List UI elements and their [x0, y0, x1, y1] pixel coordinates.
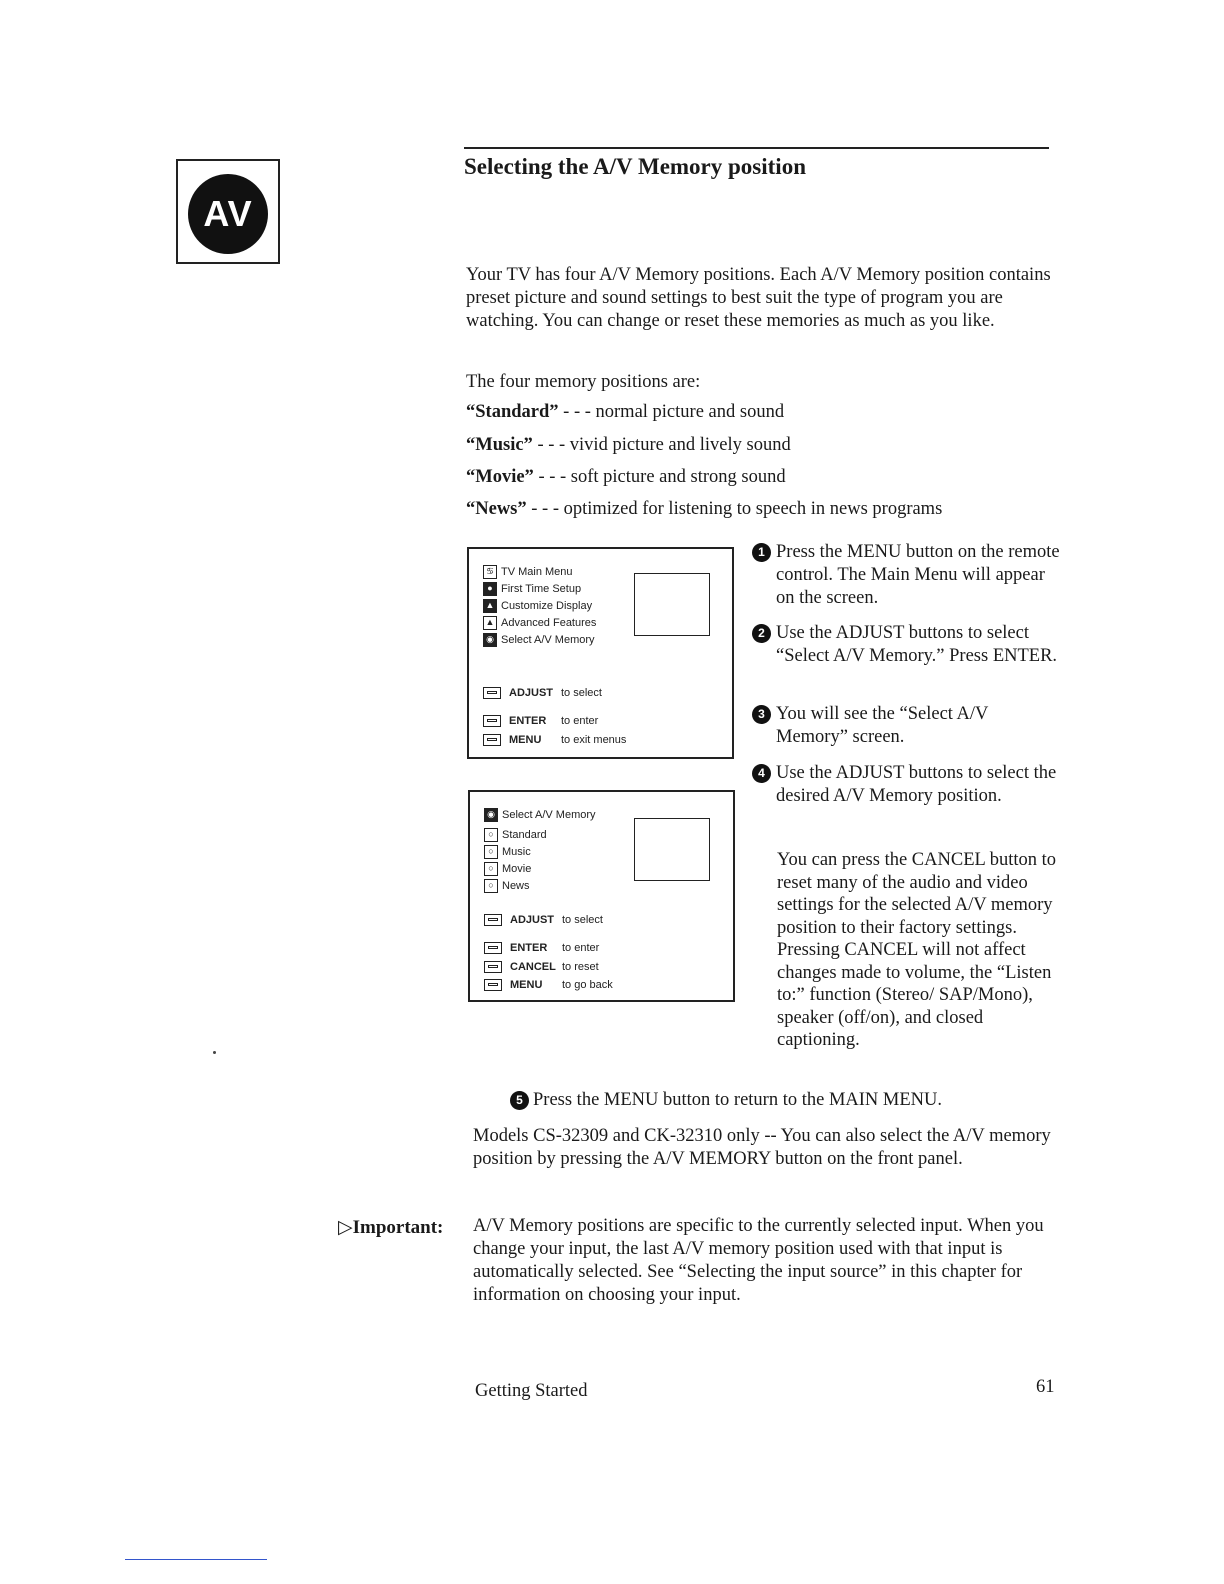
menu-item-label: TV Main Menu [501, 565, 573, 578]
menu-item-label: Standard [502, 828, 547, 841]
control-key: ADJUST [509, 687, 554, 699]
av-logo-box [176, 159, 280, 264]
memory-position-movie [466, 466, 786, 489]
cancel-note: You can press the CANCEL button to reset many of the audio and video settings for the selected A/V memory position to their factory settings. Pressing CANCEL will not affect changes made to volume, the “Listen to:” function (Stereo/ SAP/Mono), speaker (off/on), and closed captioning. [777, 850, 1057, 1050]
menu-item-tv-main-menu [483, 563, 596, 580]
control-adjust [484, 912, 603, 928]
main-menu-screen [467, 547, 734, 759]
menu-item-label: News [502, 879, 530, 892]
step-number-icon: 1 [752, 543, 771, 562]
menu-item-select-av-memory [483, 631, 596, 648]
control-cancel [484, 959, 599, 975]
control-menu [483, 732, 626, 748]
control-key: ENTER [509, 715, 547, 727]
models-note: Models CS-32309 and CK-32310 only -- You can also select the A/V memory position by pressing the A/V MEMORY button on the front panel. [473, 1126, 1051, 1169]
important-label: ▷Important: [338, 1217, 444, 1238]
step-text: You will see the “Select A/V Memory” screen. [776, 704, 989, 747]
control-key: MENU [510, 979, 543, 991]
menu-button-icon [483, 734, 501, 746]
memory-name: “News” [466, 499, 527, 519]
step-number-icon: 5 [510, 1091, 529, 1110]
control-description: to exit menus [561, 734, 627, 746]
control-enter [484, 940, 599, 956]
av-memory-icon: ◉ [484, 808, 498, 822]
av-memory-list [484, 806, 596, 894]
menu-item-label: Advanced Features [501, 616, 597, 629]
display-icon: ▲ [483, 599, 497, 613]
page-title: Selecting the A/V Memory position [464, 154, 806, 179]
control-menu [484, 977, 613, 993]
picture-preview-box [634, 573, 710, 636]
control-description: to reset [562, 961, 599, 973]
scan-speck [213, 1051, 216, 1054]
control-adjust [483, 685, 602, 701]
radio-icon: ○ [484, 845, 498, 859]
control-description: to enter [562, 942, 600, 954]
memory-description: - - - normal picture and sound [558, 402, 785, 422]
advanced-icon: ▲ [483, 616, 497, 630]
menu-item-music [484, 843, 596, 860]
step-text: Press the MENU button on the remote control. The Main Menu will appear on the screen. [776, 542, 1060, 608]
menu-item-news [484, 877, 596, 894]
bottom-link-underline [125, 1559, 267, 1560]
menu-item-first-time-setup [483, 580, 596, 597]
setup-icon: ● [483, 582, 497, 596]
step-4 [752, 762, 1062, 808]
enter-button-icon [484, 942, 502, 954]
important-text: A/V Memory positions are specific to the currently selected input. When you change your input, the last A/V memory position used with that input is automatically selected. See “Selecting the input source” in this chapter for information on choosing your input. [473, 1216, 1044, 1305]
menu-item-movie [484, 860, 596, 877]
radio-icon: ○ [484, 828, 498, 842]
enter-button-icon [483, 715, 501, 727]
memory-name: “Movie” [466, 467, 534, 487]
step-number-icon: 3 [752, 705, 771, 724]
memory-position-music [466, 434, 791, 457]
page-number: 61 [1036, 1377, 1055, 1397]
title-rule [464, 147, 1049, 149]
step-number-icon: 4 [752, 764, 771, 783]
control-key: ENTER [510, 942, 548, 954]
positions-heading: The four memory positions are: [466, 372, 701, 392]
step-3 [752, 703, 1062, 749]
menu-item-label: Select A/V Memory [502, 808, 596, 821]
av-logo-icon: AV [188, 174, 268, 254]
main-menu-list [483, 563, 596, 648]
control-description: to enter [561, 715, 599, 727]
control-key: CANCEL [510, 961, 556, 973]
menu-item-select-av-memory [484, 806, 596, 823]
menu-item-customize-display [483, 597, 596, 614]
step-number-icon: 2 [752, 624, 771, 643]
footer-section-name: Getting Started [475, 1381, 588, 1401]
memory-name: “Music” [466, 435, 533, 455]
radio-icon: ○ [484, 879, 498, 893]
menu-item-label: Customize Display [501, 599, 593, 612]
step-1 [752, 541, 1062, 610]
menu-item-standard [484, 826, 596, 843]
radio-icon: ○ [484, 862, 498, 876]
cancel-button-icon [484, 961, 502, 973]
tv-icon: ♋ [483, 565, 497, 579]
control-description: to go back [562, 979, 613, 991]
control-key: ADJUST [510, 914, 555, 926]
control-enter [483, 713, 598, 729]
picture-preview-box [634, 818, 710, 881]
intro-paragraph: Your TV has four A/V Memory positions. Each A/V Memory position contains preset picture and sound settings to best suit the type of program you are watching. You can change or reset these memories as much as you like. [466, 265, 1051, 331]
step-2 [752, 622, 1062, 668]
control-description: to select [561, 687, 602, 699]
menu-item-advanced-features [483, 614, 596, 631]
menu-item-label: Movie [502, 862, 532, 875]
av-memory-screen [468, 790, 735, 1002]
memory-description: - - - optimized for listening to speech in news programs [526, 499, 943, 519]
adjust-button-icon [483, 687, 501, 699]
memory-description: - - - soft picture and strong sound [533, 467, 786, 487]
memory-description: - - - vivid picture and lively sound [532, 435, 791, 455]
menu-item-label: First Time Setup [501, 582, 582, 595]
control-description: to select [562, 914, 603, 926]
memory-name: “Standard” [466, 402, 559, 422]
memory-position-news [466, 498, 942, 521]
menu-item-label: Select A/V Memory [501, 633, 595, 646]
step-text: Use the ADJUST buttons to select “Select A/V Memory.” Press ENTER. [776, 623, 1058, 666]
menu-button-icon [484, 979, 502, 991]
step-text: Use the ADJUST buttons to select the desired A/V Memory position. [776, 763, 1057, 806]
adjust-button-icon [484, 914, 502, 926]
memory-position-standard [466, 401, 784, 424]
menu-item-label: Music [502, 845, 531, 858]
step-5 [510, 1089, 942, 1112]
av-memory-icon: ◉ [483, 633, 497, 647]
control-key: MENU [509, 734, 542, 746]
step-text: Press the MENU button to return to the MAIN MENU. [533, 1090, 943, 1110]
